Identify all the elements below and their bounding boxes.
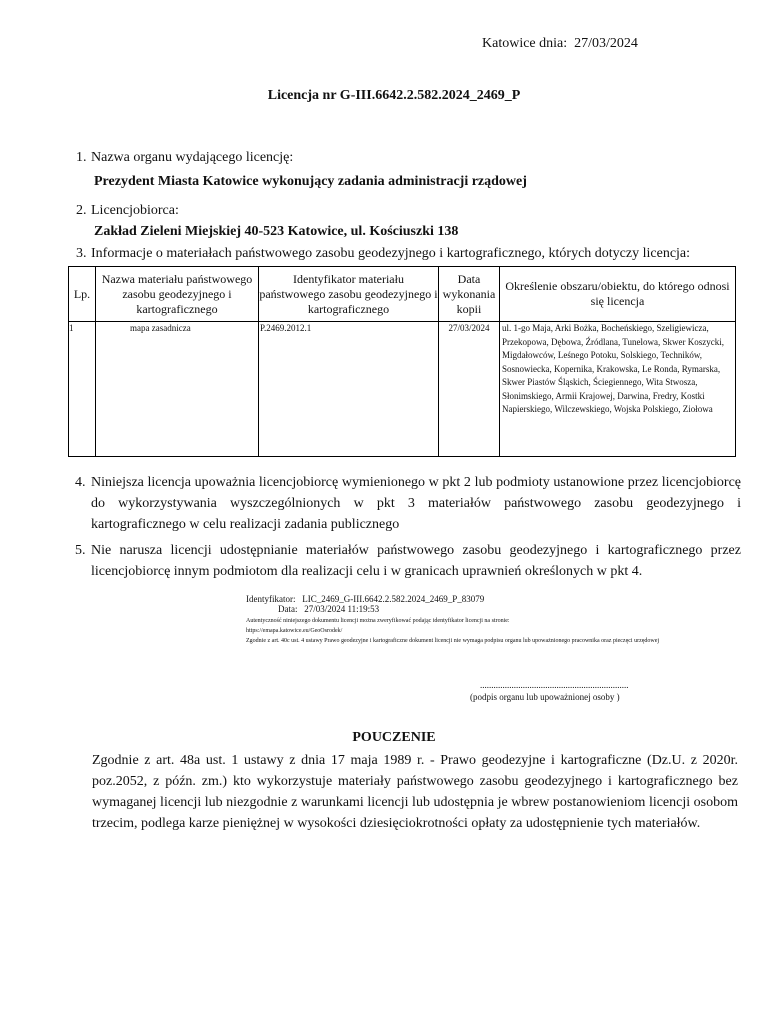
section-2-label: Licencjobiorca: [91,203,179,218]
section-4-number: 4. [75,475,86,490]
issuing-authority: Prezydent Miasta Katowice wykonujący zadania administracji rządowej [94,174,527,189]
authenticity-note: Autentyczność niniejszego dokumentu licencji można zweryfikować podając identyfikator licencji na stronie: [246,618,510,624]
header-area: Określenie obszaru/obiektu, do którego odnosi się licencja [500,267,736,322]
signature-caption: (podpis organu lub upoważnionej osoby ) [470,692,620,702]
cell-material-id: P.2469.2012.1 [259,322,439,457]
header-material-name: Nazwa materiału państwowego zasobu geodezyjnego i kartograficznego [96,267,259,322]
section-5-text: Nie narusza licencji udostępnianie materiałów państwowego zasobu geodezyjnego i kartograficznego przez licencjobiorcę innym podmiotom dla realizacji celu i w granicach uprawnień określonych w pkt 4. [91,543,741,579]
section-2-number: 2. [76,203,87,218]
timestamp-value: 27/03/2024 11:19:53 [304,604,380,614]
instruction-heading: POUCZENIE [352,730,436,745]
table-row [69,322,736,457]
cell-lp: 1 [69,322,96,457]
verification-url[interactable]: https://emapa.katowice.eu/GeoOsrodek/ [246,628,343,634]
issue-date-label: Katowice dnia: [482,36,568,51]
cell-material-name: mapa zasadnicza [96,322,259,457]
table-header-row [69,267,736,322]
issue-date-value: 27/03/2024 [574,36,638,51]
header-lp: Lp. [69,267,96,322]
section-1-number: 1. [76,150,87,165]
cell-copy-date: 27/03/2024 [439,322,500,457]
section-3-label: Informacje o materiałach państwowego zasobu geodezyjnego i kartograficznego, których dotyczy licencja: [91,246,691,261]
section-3-number: 3. [76,246,87,261]
legal-note: Zgodnie z art. 40c ust. 4 ustawy Prawo geodezyjne i kartograficzne dokument licencji nie wymaga podpisu organu lub upoważnionego pracownika oraz pieczęci urzędowej [246,638,660,644]
license-timestamp [278,604,379,614]
section-1-label: Nazwa organu wydającego licencję: [91,150,294,165]
section-4-text: Niniejsza licencja upoważnia licencjobiorcę wymienionego w pkt 2 lub podmioty ustanowione przez licencjobiorcę do wykorzystywania wyszczególnionych w pkt 3 materiałów państwowego zasobu geodezyjnego i kartograficznego w celu realizacji zadania publicznego [91,475,741,532]
identifier-value: LIC_2469_G-III.6642.2.582.2024_2469_P_83079 [302,594,485,604]
header-copy-date: Data wykonania kopii [439,267,500,322]
section-5-number: 5. [75,543,86,558]
instruction-text: Zgodnie z art. 48a ust. 1 ustawy z dnia 17 maja 1989 r. - Prawo geodezyjne i kartograficzne (Dz.U. z 2020r. poz.2052, z późn. zm.) kto wykorzystuje materiały państwowego zasobu geodezyjnego i kartograficznego bez wymaganej licencji lub niezgodnie z warunkami licencji lub udostępnia je wbrew postanowieniom licencji osobom trzecim, podlega karze pieniężnej w wysokości dziesięciokrotności opłaty za udostępnienie tych materiałów. [92,753,738,831]
identifier-label: Identyfikator: [246,594,296,604]
issue-date [482,36,638,52]
timestamp-label: Data: [278,604,298,614]
header-material-id: Identyfikator materiału państwowego zasobu geodezyjnego i kartograficznego [259,267,439,322]
license-title: Licencja nr G-III.6642.2.582.2024_2469_P [267,88,521,103]
licensee: Zakład Zieleni Miejskiej 40-523 Katowice, ul. Kościuszki 138 [94,224,459,239]
materials-table [68,266,736,457]
license-identifier [246,594,484,604]
signature-line: .................................................................. [480,680,629,690]
cell-area: ul. 1-go Maja, Arki Bożka, Bocheńskiego, Szeligiewicza, Przekopowa, Dębowa, Źródlana, Tunelowa, Skwer Koszycki, Migdałowców, Leśnego Potoku, Solskiego, Techników, Sosnowiecka, Kopernika, Krakowska, Le Ronda, Rymarska, Skwer Piastów Śląskich, Ściegiennego, Wita Stwosza, Słonimskiego, Armii Krajowej, Darwina, Fredry, Kostki Napierskiego, Wilczewskiego, Wojska Polskiego, Ziołowa [500,322,736,457]
